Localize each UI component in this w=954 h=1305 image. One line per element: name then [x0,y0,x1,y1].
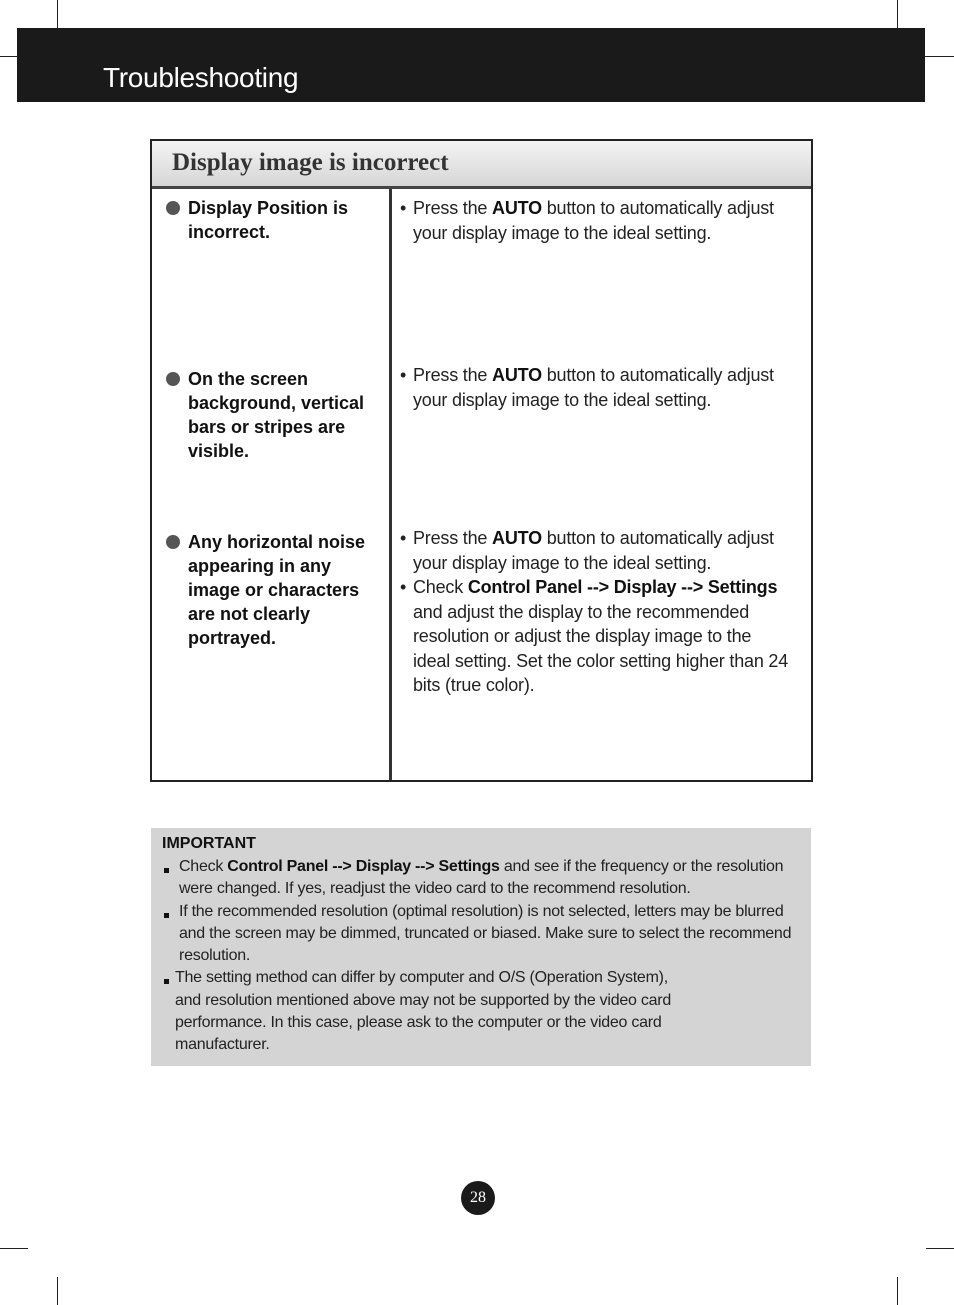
solution-text-post: and adjust the display to the recommended resolution or adjust the display image to the ideal setting. Set the color setting higher than 24 bits (true color). [413,601,789,695]
important-item [162,856,792,901]
solution-text-bold: AUTO [492,528,542,548]
important-title: IMPORTANT [162,835,256,852]
square-bullet-icon [164,868,169,873]
problem-item [166,530,378,650]
solution-text-post: button to automatically adjust your display image to the ideal setting. [413,365,774,410]
bullet-icon: • [400,198,407,218]
important-item [162,901,792,968]
solution-text-post: button to automatically adjust your display image to the ideal setting. [413,528,774,573]
important-notice [151,828,811,1066]
crop-mark [925,56,954,57]
solution-list [400,196,790,245]
important-text-post: If the recommended resolution (optimal resolution) is not selected, letters may be blurred and the screen may be dimmed, truncated or biased. Make sure to select the recommend resolution. [179,902,792,965]
problem-text: On the screen background, vertical bars or stripes are visible. [188,369,365,461]
solution-text-bold: Control Panel --> Display --> Settings [467,577,778,597]
solution-text-pre: Check [413,577,468,597]
bullet-icon: • [400,577,407,597]
solution-list [400,526,790,698]
page-title: Troubleshooting [103,62,299,93]
crop-mark [0,56,17,57]
solution-text-bold: AUTO [492,198,542,218]
crop-mark [926,1248,954,1249]
solution-text-post: button to automatically adjust your display image to the ideal setting. [413,198,774,243]
page-number: 28 [461,1181,495,1215]
important-text-post: and see if the frequency or the resolution were changed. If yes, readjust the video card to the recommend resolution. [179,858,784,898]
problem-text: Display Position is incorrect. [188,198,349,242]
bullet-icon: • [400,365,407,385]
important-text-pre: Check [179,858,228,875]
important-list [162,856,792,1057]
solution-item [400,363,790,412]
solution-text-pre: Press the [413,198,493,218]
important-item [162,967,695,1056]
solution-list [400,363,790,412]
troubleshooting-table [150,139,813,782]
table-heading: Display image is incorrect [172,149,449,176]
table-heading-bar [152,141,811,189]
bullet-icon: • [400,528,407,548]
bullet-icon [166,535,180,549]
solution-text-pre: Press the [413,528,493,548]
solution-text-pre: Press the [413,365,493,385]
crop-mark [897,0,898,28]
crop-mark [57,0,58,28]
solution-item [400,575,790,698]
solution-item [400,526,790,575]
crop-mark [897,1277,898,1305]
crop-mark [0,1248,28,1249]
problem-text: Any horizontal noise appearing in any image or characters are not clearly portrayed. [188,532,366,648]
important-text-bold: Control Panel --> Display --> Settings [227,858,500,875]
important-text-post: The setting method can differ by computer and O/S (Operation System), and resolution mentioned above may not be supported by the video card performance. In this case, please ask to the computer or the video card manufacturer. [175,969,671,1054]
bullet-icon [166,372,180,386]
bullet-icon [166,201,180,215]
square-bullet-icon [164,979,169,984]
problem-item [166,367,378,463]
crop-mark [57,1277,58,1305]
solution-text-bold: AUTO [492,365,542,385]
problem-item [166,196,378,244]
square-bullet-icon [164,913,169,918]
solution-item [400,196,790,245]
column-divider [389,189,392,780]
